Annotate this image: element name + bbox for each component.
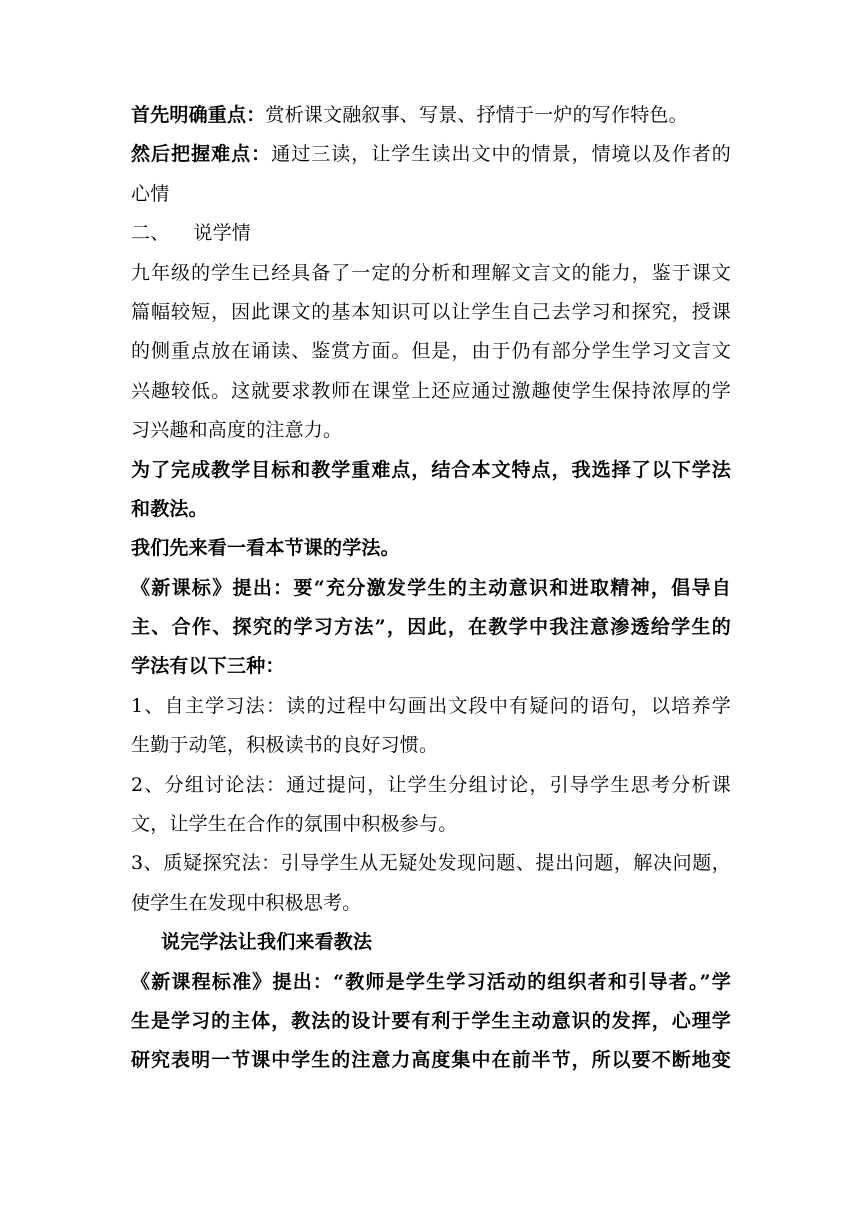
text-line: 生是学习的主体，教法的设计要有利于学生主动意识的发挥，心理学: [131, 1009, 731, 1032]
text-line: 1、自主学习法：读的过程中勾画出文段中有疑问的语句，以培养学: [131, 694, 731, 717]
text-line: 文，让学生在合作的氛围中积极参与。: [131, 813, 458, 836]
study-method-item-1: [131, 687, 731, 766]
text-line: 和教法。: [131, 497, 208, 520]
key-point-label: 首先明确重点：: [131, 104, 266, 126]
document-page: [131, 96, 731, 1081]
difficulty-text: 通过三读，让学生读出文中的情景，情境以及作者的: [271, 143, 731, 166]
study-method-item-3: [131, 844, 731, 923]
text-line: 《新课标》提出：要“充分激发学生的主动意识和进取精神，倡导自: [131, 576, 731, 599]
text-line: 篇幅较短，因此课文的基本知识可以让学生自己去学习和探究，授课: [131, 300, 731, 323]
text-line: 为了完成教学目标和教学重难点，结合本文特点，我选择了以下学法: [131, 458, 731, 481]
text-line: 生勤于动笔，积极读书的良好习惯。: [131, 734, 439, 757]
study-methods-intro: 我们先来看一看本节课的学法。: [131, 537, 400, 560]
text-line: 使学生在发现中积极思考。: [131, 891, 362, 914]
difficulty-label: 然后把握难点：: [131, 143, 272, 166]
text-line: 习兴趣和高度的注意力。: [131, 419, 343, 442]
section-title: 说学情: [193, 222, 252, 245]
text-line: 九年级的学生已经具备了一定的分析和理解文言文的能力，鉴于课文: [131, 261, 731, 284]
learning-situation-paragraph: [131, 254, 731, 451]
teaching-method-paragraph: [131, 963, 731, 1081]
text-line: 主、合作、探究的学习方法”，因此，在教学中我注意渗透给学生的: [131, 616, 731, 639]
text-line: 学法有以下三种：: [131, 655, 285, 678]
text-line: 的侧重点放在诵读、鉴赏方面。但是，由于仍有部分学生学习文言文: [131, 340, 731, 363]
methods-intro-paragraph: [131, 451, 731, 530]
key-point-text: 赏析课文融叙事、写景、抒情于一炉的写作特色。: [265, 104, 688, 126]
section-number: 二、: [131, 222, 170, 245]
difficulty-paragraph-line-1: [131, 135, 731, 174]
transition-line: 说完学法让我们来看教法: [161, 931, 373, 954]
key-point-paragraph: [131, 96, 731, 135]
curriculum-standard-paragraph: [131, 569, 731, 687]
text-line: 研究表明一节课中学生的注意力高度集中在前半节，所以要不断地变: [131, 1049, 731, 1072]
text-line: 兴趣较低。这就要求教师在课堂上还应通过激趣使学生保持浓厚的学: [131, 379, 731, 402]
study-method-item-2: [131, 766, 731, 845]
text-line: 3、质疑探究法：引导学生从无疑处发现问题、提出问题，解决问题，: [131, 852, 731, 875]
difficulty-paragraph-line-2: 心情: [131, 182, 170, 205]
text-line: 《新课程标准》提出：“教师是学生学习活动的组织者和引导者。”学: [131, 970, 731, 993]
section-heading: [131, 214, 731, 253]
text-line: 2、分组讨论法：通过提问，让学生分组讨论，引导学生思考分析课: [131, 773, 731, 796]
